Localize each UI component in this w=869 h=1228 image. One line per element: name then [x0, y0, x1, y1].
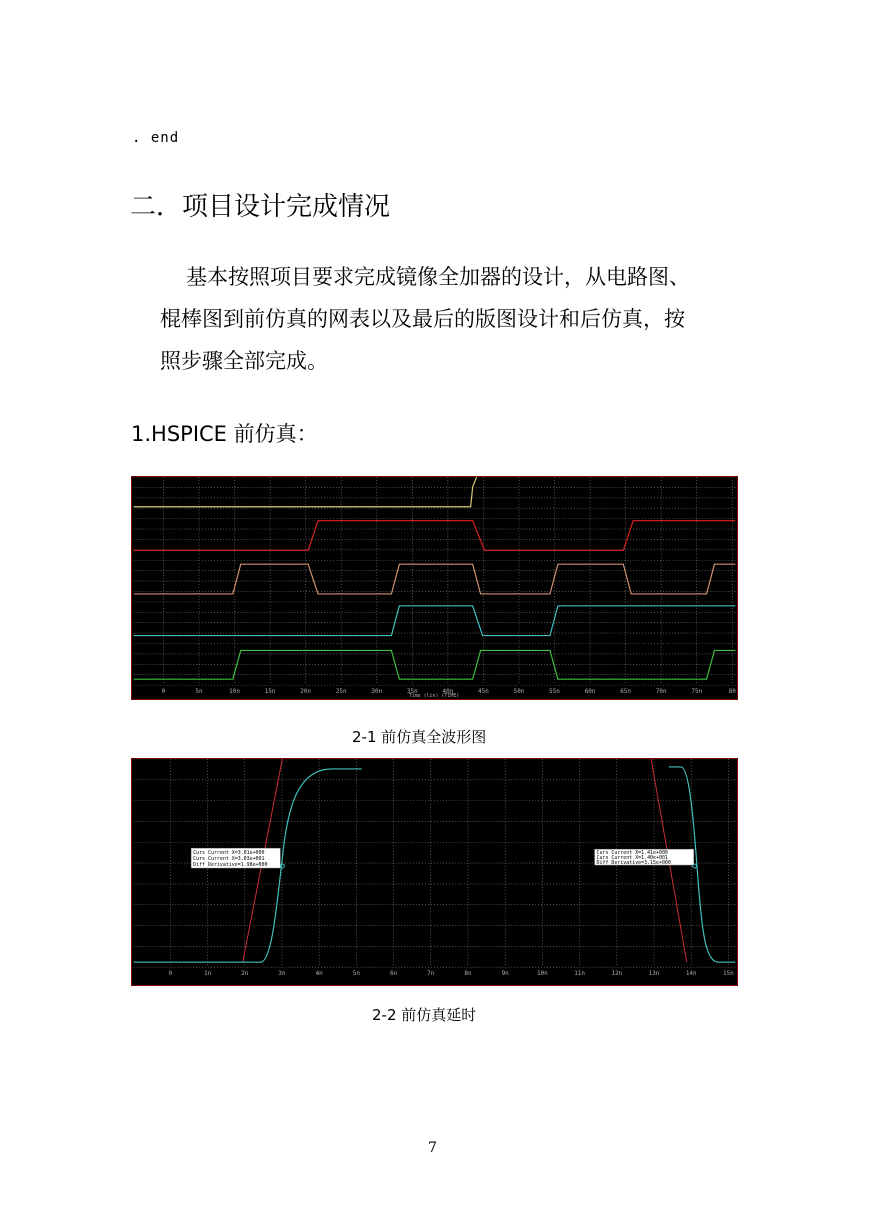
figure-caption-2: 2-2 前仿真延时: [372, 1006, 477, 1024]
x-tick-label: 50n: [513, 688, 525, 696]
x-axis-label: Time (lin) (TIME): [408, 693, 460, 699]
x-tick-label: 70n: [655, 688, 667, 696]
svg-text:Diff Derivative=1.98e+000: Diff Derivative=1.98e+000: [193, 862, 268, 869]
x-tick-label: 10n: [229, 688, 240, 696]
trace-pink: [134, 564, 736, 594]
x-tick-label: 12n: [611, 970, 623, 978]
x-tick-label: 5n: [352, 970, 360, 978]
x-tick-label: 15n: [723, 970, 734, 978]
trace-top: [134, 477, 477, 507]
x-tick-label: 4n: [315, 970, 323, 978]
full-waveform-figure: [131, 476, 738, 700]
x-tick-label: 30n: [371, 688, 383, 696]
x-tick-label: 9n: [501, 970, 509, 978]
cursor-box-right: [595, 849, 694, 866]
x-tick-label: 75n: [691, 688, 703, 696]
code-end-line: . end: [132, 130, 180, 146]
delay-figure: [131, 758, 738, 986]
x-tick-label: 8n: [464, 970, 472, 978]
x-tick-label: 80: [728, 688, 736, 696]
x-tick-label: 35n: [406, 688, 418, 696]
section-title: 二．项目设计完成情况: [130, 192, 391, 222]
delay-plot: [132, 759, 737, 985]
cursor-box-left: [191, 848, 280, 868]
trace-cyan: [134, 606, 736, 636]
paragraph-line-3: 照步骤全部完成。: [160, 349, 328, 373]
x-tick-label: 6n: [389, 970, 398, 978]
x-tick-label: 2n: [241, 970, 249, 978]
svg-text:Curs Current X=1.40e+001: Curs Current X=1.40e+001: [596, 855, 668, 862]
x-tick-label: 65n: [620, 688, 632, 696]
x-tick-label: 14n: [685, 970, 697, 978]
subsection-title: 1.HSPICE 前仿真：: [131, 422, 318, 446]
x-tick-label: 0: [168, 970, 173, 978]
x-tick-label: 1n: [203, 970, 212, 978]
x-tick-label: 0: [161, 688, 166, 696]
svg-text:Diff Derivative=3.15e+000: Diff Derivative=3.15e+000: [596, 860, 671, 867]
x-tick-label: 10n: [537, 970, 548, 978]
x-tick-label: 45n: [478, 688, 489, 696]
svg-text:Curs Current X=1.41e+000: Curs Current X=1.41e+000: [596, 850, 668, 857]
x-tick-label: 11n: [574, 970, 585, 978]
waveform-plot: [132, 477, 737, 699]
x-tick-label: 60n: [584, 688, 596, 696]
cursor-marker-right: [693, 864, 697, 868]
page-number: 7: [428, 1140, 437, 1156]
trace-red: [134, 521, 736, 551]
x-tick-label: 13n: [648, 970, 660, 978]
paragraph-line-2: 棍棒图到前仿真的网表以及最后的版图设计和后仿真，按: [160, 307, 685, 331]
x-tick-label: 55n: [549, 688, 560, 696]
x-tick-label: 5n: [195, 688, 203, 696]
body-paragraph: [160, 256, 760, 382]
x-tick-label: 20n: [300, 688, 312, 696]
x-tick-label: 7n: [427, 970, 435, 978]
svg-text:Curs Current X=3.03e+001: Curs Current X=3.03e+001: [193, 856, 265, 863]
figure-caption-1: 2-1 前仿真全波形图: [352, 728, 487, 746]
x-tick-label: 40n: [442, 688, 454, 696]
x-tick-label: 25n: [335, 688, 347, 696]
paragraph-line-1: 基本按照项目要求完成镜像全加器的设计，从电路图、: [186, 265, 690, 289]
x-tick-label: 3n: [278, 970, 286, 978]
x-tick-label: 15n: [264, 688, 276, 696]
svg-text:Curs Current X=3.01e+000: Curs Current X=3.01e+000: [193, 850, 265, 857]
